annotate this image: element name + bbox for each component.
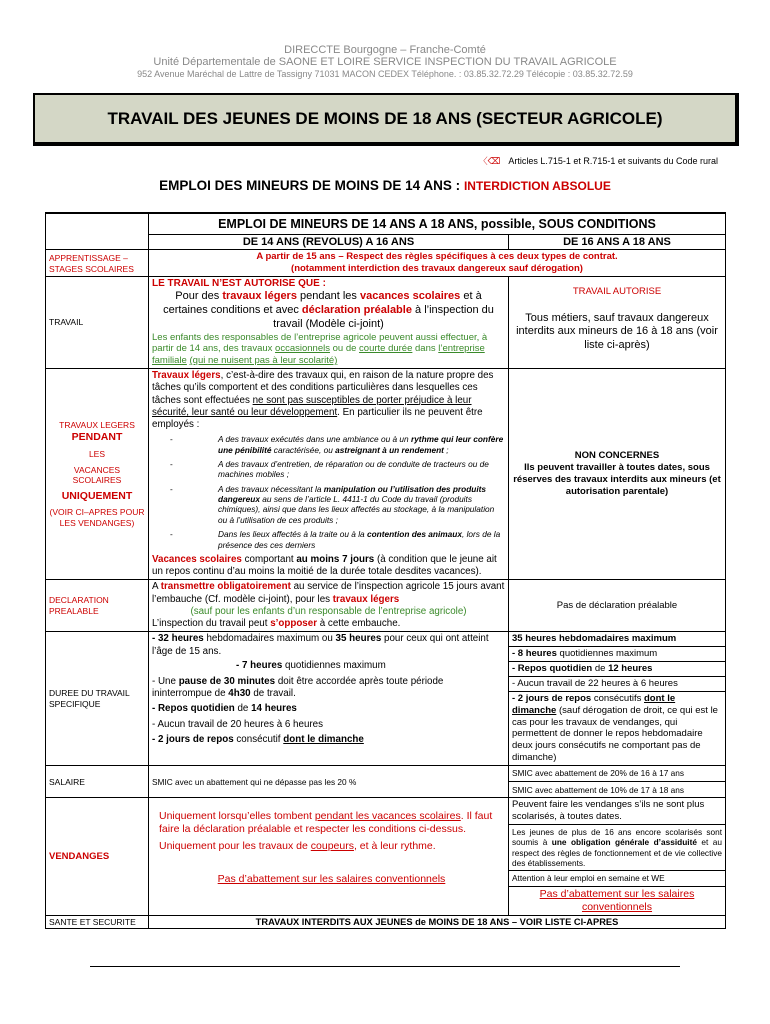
subtitle-red: INTERDICTION ABSOLUE [463,179,611,193]
legers-list [152,434,505,550]
label-duree: DUREE DU TRAVAIL SPECIFIQUE [46,632,149,766]
articles-text: Articles L.715-1 et R.715-1 et suivants du Code rural [508,156,718,166]
sante-text: TRAVAUX INTERDITS AUX JEUNES de MOINS DE 18 ANS – VOIR LISTE CI-APRES [149,915,726,928]
travail-right [509,276,726,368]
header-line-3: 952 Avenue Maréchal de Lattre de Tassigny 71031 MACON CEDEX Téléphone. : 03.85.32.72.29 Télécopie : 03.85.32.72.59 [137,69,633,79]
declaration-right: Pas de déclaration préalable [509,580,726,632]
travail-para: Pour des travaux légers pendant les vacances scolaires et à certaines conditions et avec déclaration préalable à l’inspection du travail (Modèle ci-joint) [163,290,494,330]
subtitle [0,178,770,193]
row-vendanges [46,798,726,916]
label-apprentissage: APPRENTISSAGE – STAGES SCOLAIRES [46,250,149,277]
salaire-right: SMIC avec abattement de 20% de 16 à 17 ans SMIC avec abattement de 10% de 17 à 18 ans [509,766,726,798]
label-travaux-legers: TRAVAUX LEGERS PENDANT LES VACANCES SCOLAIRES UNIQUEMENT (VOIR CI–APRES POUR LES VENDANGES) [46,369,149,580]
duree-left: - 32 heures hebdomadaires maximum ou 35 heures pour ceux qui ont atteint l’âge de 15 ans. - 7 heures quotidiennes maximum - Une pause de 30 minutes doit être accordée après toute période ininterrompue de 4h30 de travail. - Repos quotidien de 14 heures - Aucun travail de 20 heures à 6 heures - 2 jours de repos consécutif dont le dimanche [149,632,509,766]
table-title-row [46,213,726,235]
list-item: - A des travaux d’entretien, de réparation ou de conduite de tracteurs ou de machines mobiles ; [170,459,489,480]
row-travail [46,276,726,368]
vendanges-left: Uniquement lorsqu’elles tombent pendant les vacances scolaires. Il faut faire la déclaration préalable et respecter les conditions ci-dessus. Uniquement pour les travaux de coupeurs, et à leur rythme. Pas d’abattement sur les salaires conventionnels [149,798,509,916]
subtitle-main: EMPLOI DES MINEURS DE MOINS DE 14 ANS : [159,178,461,193]
list-item: - A des travaux nécessitant la manipulation ou l’utilisation des produits dangereux au sens de l’article L. 4411-1 du Code du travail (produits chimiques), ainsi que dans les lieux affectés au stockage, à la manipulation ou à l’utilisation de ces produits ; [170,483,495,525]
vendanges-right: Peuvent faire les vendanges s’ils ne sont plus scolarisés, à toutes dates. Les jeunes de plus de 16 ans encore scolarisés sont soumis à une obligation générale d’assiduité et au respect des règles de fonctionnement et de vie collective des établissements. Attention à leur emploi en semaine et WE Pas d’abattement sur les salaires conventionnels [509,798,726,916]
travaux-legers-right: NON CONCERNES Ils peuvent travailler à toutes dates, sous réserves des travaux interdits aux mineurs (et autorisation parentale) [509,369,726,580]
list-item: - Dans les lieux affectés à la traite ou à la contention des animaux, lors de la présence des ces derniers [170,529,501,550]
header-line-1: DIRECCTE Bourgogne – Franche-Comté [284,44,486,56]
row-declaration [46,580,726,632]
salaire-left: SMIC avec un abattement qui ne dépasse pas les 20 % [149,766,509,798]
row-apprentissage [46,250,726,277]
label-vendanges: VENDANGES [46,798,149,916]
conditions-table [45,212,726,929]
legers-vacances: Vacances scolaires comportant au moins 7 jours (à condition que le jeune ait un repos continu d’au moins la moitié de la durée totale desdites vacances). [152,553,497,578]
col-header-16-18: DE 16 ANS A 18 ANS [509,235,726,250]
travail-green-note: Les enfants des responsables de l’entreprise agricole peuvent aussi effectuer, à partir de 14 ans, des travaux occasionnels ou de courte durée dans l’entreprise familiale (qui ne nuisent pas à leur scolarité) [152,331,488,367]
declaration-left: A transmettre obligatoirement au service de l’inspection agricole 15 jours avant l’embauche (Cf. modèle ci-joint), pour les travaux légers (sauf pour les enfants d’un responsable de l’entreprise agricole) L’inspection du travail peut s’opposer à cette embauche. [149,580,509,632]
label-travail: TRAVAIL [46,276,149,368]
page-title-banner [33,93,739,146]
row-salaire [46,766,726,798]
col-header-14-16: DE 14 ANS (REVOLUS) A 16 ANS [149,235,509,250]
footer-rule [90,966,680,967]
header-line-2: Unité Départementale de SAONE ET LOIRE SERVICE INSPECTION DU TRAVAIL AGRICOLE [153,56,617,68]
list-item: - A des travaux exécutés dans une ambiance ou à un rythme qui leur confère une pénibilité caractérisée, ou astreignant à un rendement ; [170,434,504,455]
apprentissage-text-1: A partir de 15 ans – Respect des règles spécifiques à ces deux types de contrat. [256,251,618,262]
duree-right: 35 heures hebdomadaires maximum - 8 heures quotidiennes maximum - Repos quotidien de 12 heures - Aucun travail de 22 heures à 6 heures - 2 jours de repos consécutifs dont le dimanche (sauf dérogation de droit, ce qui est le cas pour les travaux de vendanges, qui permettent de donner le repos hebdomadaire deux jours consécutifs ne comportant pas de dimanche) [509,632,726,766]
legers-intro: Travaux légers, c’est-à-dire des travaux qui, en raison de la nature propre des tâches qu’ils comportent et des conditions particulières dans lesquelles ces tâches sont effectuées ne sont pas susceptibles de porter préjudice à leur sécurité, leur santé ou leur développement. En particulier ils ne peuvent être employés : [152,370,494,431]
page-title: TRAVAIL DES JEUNES DE MOINS DE 18 ANS (SECTEUR AGRICOLE) [107,108,663,128]
row-duree [46,632,726,766]
articles-reference [479,154,718,167]
travail-autorise: TRAVAIL AUTORISE [572,285,662,297]
label-salaire: SALAIRE [46,766,149,798]
travail-head: LE TRAVAIL N’EST AUTORISE QUE : [152,277,326,289]
travaux-legers-left [149,369,509,580]
table-title: EMPLOI DE MINEURS DE 14 ANS A 18 ANS, possible, SOUS CONDITIONS [149,213,726,235]
envelope-arrow-icon: 〈⌫ [478,156,501,166]
label-declaration: DECLARATION PREALABLE [46,580,149,632]
table-header-row [46,235,726,250]
apprentissage-text [149,250,726,277]
apprentissage-text-2: (notamment interdiction des travaux dangereux sauf dérogation) [291,262,583,274]
travail-right-text: Tous métiers, sauf travaux dangereux interdits aux mineurs de 16 à 18 ans (voir liste ci-après) [516,311,718,352]
row-sante [46,915,726,928]
row-travaux-legers [46,369,726,580]
travail-left [149,276,509,368]
label-sante: SANTE ET SECURITE [46,915,149,928]
